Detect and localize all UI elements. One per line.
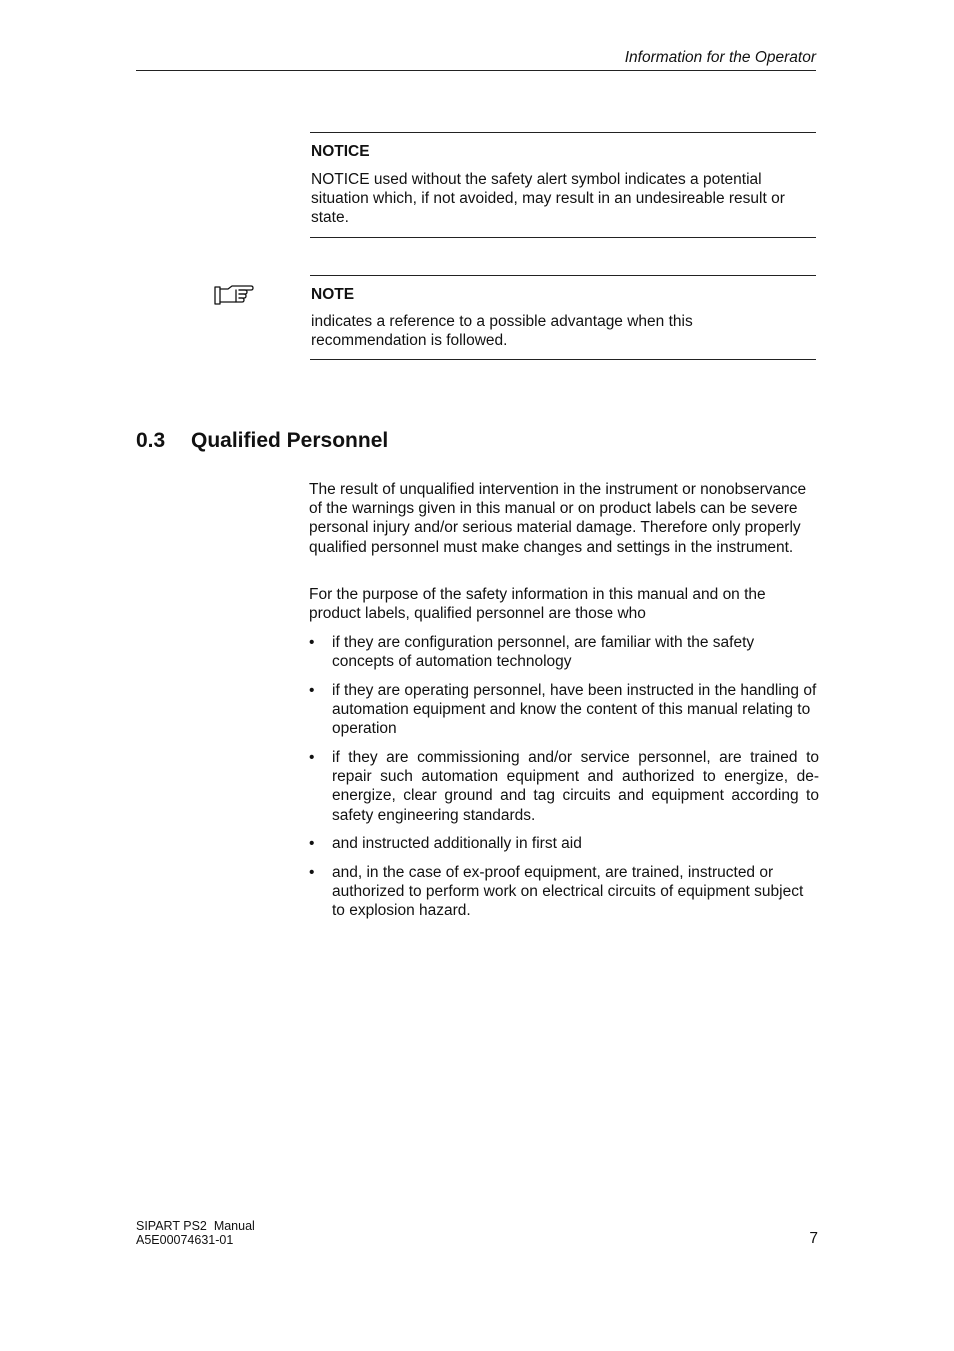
section-number: 0.3 (136, 429, 166, 452)
list-item (309, 834, 819, 853)
running-header: Information for the Operator (624, 49, 816, 66)
section-title: Qualified Personnel (191, 429, 389, 452)
bullet-icon: • (309, 864, 315, 882)
notice-body: NOTICE used without the safety alert symbol indicates a potential situation which, if not avoided, may result in an undesireable result or state. (311, 171, 785, 226)
note-title: NOTE (311, 286, 355, 303)
section-heading (136, 428, 388, 454)
note-body: indicates a reference to a possible advantage when this recommendation is followed. (311, 313, 693, 349)
body-paragraph: The result of unqualified intervention in the instrument or nonobservance of the warnings given in this manual or on product labels can be severe personal injury and/or serious material damage. Therefore only properly qualified personnel must make changes and settings in the instrument. (309, 481, 807, 556)
list-item-text: and, in the case of ex-proof equipment, are trained, instructed or authorized to perform work on electrical circuits of equipment subject to explosion hazard. (332, 864, 804, 920)
bullet-icon: • (309, 835, 315, 853)
footer-manual-title: SIPART PS2 Manual (136, 1219, 255, 1233)
bullet-icon: • (309, 749, 315, 767)
bullet-icon: • (309, 634, 315, 651)
list-item-text: if they are commissioning and/or service personnel, are trained to repair such automation equipment and authorized to energize, de-energize, clear ground and tag circuits and equipment according to safety engineering standards. (332, 749, 819, 824)
page-number: 7 (809, 1230, 818, 1247)
header-divider (136, 70, 816, 71)
notice-box (310, 132, 816, 238)
list-item (309, 681, 819, 739)
qualification-list (309, 633, 819, 930)
pointing-hand-icon (214, 284, 254, 306)
list-item (309, 748, 819, 825)
notice-title: NOTICE (311, 143, 370, 160)
footer-doc-number: A5E00074631-01 (136, 1233, 234, 1247)
note-box (310, 275, 816, 360)
body-paragraph: For the purpose of the safety information in this manual and on the product labels, qualified personnel are those who (309, 586, 766, 623)
bullet-icon: • (309, 681, 315, 699)
list-item-text: and instructed additionally in first aid (332, 835, 582, 853)
list-item-text: if they are operating personnel, have been instructed in the handling of automation equipment and know the content of this manual relating to operation (332, 681, 817, 738)
list-item (309, 633, 819, 671)
footer-document-info (136, 1219, 255, 1247)
list-item-text: if they are configuration personnel, are familiar with the safety concepts of automation technology (332, 634, 755, 671)
list-item (309, 863, 819, 921)
